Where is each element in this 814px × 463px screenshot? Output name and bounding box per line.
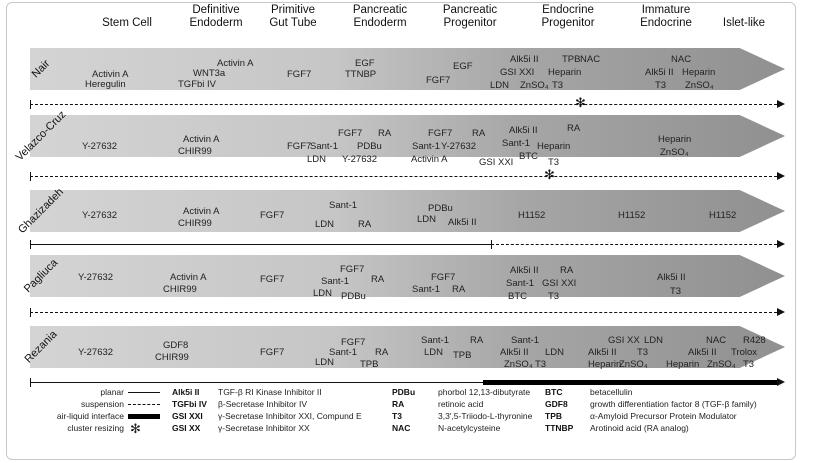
- factor-label: FGF7: [341, 337, 366, 348]
- factor-label: LDN: [644, 335, 664, 346]
- track-tick: [30, 308, 31, 317]
- factor-label: PDBu: [341, 291, 366, 302]
- abbreviation-term: TPB: [545, 411, 562, 421]
- factor-label: Alk5i II: [448, 217, 477, 228]
- legend-swatch-thick: [128, 414, 160, 419]
- factor-label: CHIR99: [178, 146, 212, 157]
- factor-label: TPB: [562, 54, 581, 65]
- protocol-band: [30, 190, 785, 232]
- factor-label: LDN: [313, 288, 333, 299]
- track-tick: [30, 378, 31, 387]
- legend-label: air-liquid interface: [56, 411, 124, 421]
- factor-label: EGF: [453, 61, 473, 72]
- factor-label: Y-27632: [78, 347, 114, 358]
- factor-label: Sant-1: [310, 141, 338, 152]
- factor-label: ZnSO₄: [660, 147, 689, 158]
- factor-label: FGF7: [260, 210, 285, 221]
- timeline-track: [30, 308, 785, 316]
- factor-label: ZnSO₄: [504, 359, 533, 370]
- factor-label: FGF7: [431, 272, 456, 283]
- factor-label: RA: [375, 347, 389, 358]
- abbreviation-definition: betacellulin: [590, 387, 633, 397]
- track-segment-dash: [30, 104, 777, 105]
- protocol-label: [15, 185, 67, 237]
- factor-label: RA: [371, 274, 385, 285]
- factor-label: ZnSO₄: [685, 80, 714, 91]
- legend-swatch-dash: [128, 404, 160, 405]
- factor-label: Heparin: [537, 141, 571, 152]
- abbreviation-definition: α-Amyloid Precursor Protein Modulator: [590, 411, 737, 421]
- factor-label: T3: [637, 347, 649, 358]
- factor-label: ZnSO₄: [707, 359, 736, 370]
- factor-label: WNT3a: [193, 68, 226, 79]
- factor-label: ZnSO₄: [619, 359, 648, 370]
- factor-label: FGF7: [338, 128, 363, 139]
- factor-label: Y-27632: [342, 154, 378, 165]
- factor-label: T3: [535, 359, 547, 370]
- legend-swatch-solid: [128, 392, 160, 393]
- stage-header-line: Pancreatic: [442, 4, 498, 16]
- stage-header-line: Pancreatic: [352, 4, 408, 16]
- factor-label: RA: [452, 284, 466, 295]
- factor-label: T3: [552, 80, 564, 91]
- factor-label: Y-27632: [441, 141, 477, 152]
- factor-label: FGF7: [260, 347, 285, 358]
- factor-label: Trolox: [731, 347, 758, 358]
- factor-label: Activin A: [92, 69, 129, 80]
- factor-label: PDBu: [357, 141, 382, 152]
- factor-label: Sant-1: [502, 138, 530, 149]
- factor-label: Activin A: [217, 58, 254, 69]
- factor-label: BTC: [519, 151, 538, 162]
- factor-label: Sant-1: [329, 200, 357, 211]
- factor-label: TPB: [453, 350, 472, 361]
- stage-header-line: Endocrine: [542, 4, 594, 16]
- protocol-label: [21, 255, 61, 297]
- factor-label: Sant-1: [412, 284, 440, 295]
- factor-label: T3: [743, 359, 755, 370]
- stage-header-line: Progenitor: [443, 17, 497, 29]
- factor-label: Heregulin: [85, 79, 126, 90]
- factor-label: LDN: [315, 357, 335, 368]
- factor-label: GDF8: [163, 340, 189, 351]
- factor-label: NAC: [706, 335, 727, 346]
- factor-label: Alk5i II: [510, 265, 539, 276]
- track-tick: [491, 240, 492, 249]
- factor-label: GSI XXI: [500, 67, 535, 78]
- factor-label: Alk5i II: [500, 347, 529, 358]
- arrow-head-icon: [777, 240, 785, 248]
- factor-label: LDN: [417, 214, 437, 225]
- factor-label: Alk5i II: [645, 67, 674, 78]
- factor-label: Activin A: [411, 154, 448, 165]
- stage-header: [674, 4, 814, 30]
- band-gradient: [30, 190, 785, 232]
- protocol-label: [22, 326, 60, 368]
- abbreviation-definition: N-acetylcysteine: [438, 423, 501, 433]
- factor-label: NAC: [580, 54, 601, 65]
- abbreviation-term: TTNBP: [545, 423, 574, 433]
- factor-label: CHIR99: [163, 284, 197, 295]
- legend-label: planar: [100, 387, 124, 397]
- cluster-resizing-icon: ✻: [544, 167, 555, 182]
- abbreviation-term: GDF8: [545, 399, 568, 409]
- factor-label: T3: [548, 291, 560, 302]
- factor-label: GSI XX: [608, 335, 640, 346]
- timeline-track: [30, 240, 785, 248]
- factor-label: Y-27632: [78, 272, 114, 283]
- legend-label: cluster resizing: [67, 423, 124, 433]
- arrow-head-icon: [777, 378, 785, 386]
- stage-header-line: Primitive: [270, 4, 316, 16]
- factor-label: TGFbi IV: [178, 79, 217, 90]
- factor-label: RA: [560, 265, 574, 276]
- track-segment-solid: [30, 382, 483, 383]
- factor-label: FGF7: [287, 141, 312, 152]
- protocol-name: Rezania: [22, 328, 60, 366]
- factor-label: LDN: [490, 80, 510, 91]
- factor-label: RA: [472, 128, 486, 139]
- factor-label: Alk5i II: [688, 347, 717, 358]
- timeline-track: [30, 378, 785, 386]
- factor-label: FGF7: [428, 128, 453, 139]
- stage-header-line: Endoderm: [353, 17, 407, 29]
- factor-label: Activin A: [183, 206, 220, 217]
- factor-label: Heparin: [548, 67, 582, 78]
- stage-header-line: Definitive: [192, 4, 240, 16]
- factor-label: TPB: [360, 359, 379, 370]
- abbreviation-definition: TGF-β RI Kinase Inhibitor II: [218, 387, 322, 397]
- abbreviation-definition: 3,3',5-Triiodo-L-thyronine: [438, 411, 533, 421]
- factor-label: GSI XXI: [542, 278, 577, 289]
- protocol-name: Pagliuca: [21, 256, 61, 296]
- factor-label: Sant-1: [421, 335, 449, 346]
- factor-label: EGF: [355, 58, 375, 69]
- track-segment-dash: [30, 176, 777, 177]
- legend-swatch-star: ✻: [130, 421, 141, 436]
- stage-header-line: Stem Cell: [102, 17, 152, 29]
- protocol-label: [13, 108, 69, 164]
- factor-label: Y-27632: [82, 141, 118, 152]
- abbreviation-definition: γ-Secretase Inhibitor XX: [218, 423, 310, 433]
- abbreviation-term: NAC: [392, 423, 411, 433]
- arrow-head-icon: [777, 308, 785, 316]
- abbreviation-term: PDBu: [392, 387, 416, 397]
- protocol-band: [30, 48, 785, 90]
- factor-label: FGF7: [260, 274, 285, 285]
- abbreviation-term: GSI XX: [172, 423, 201, 433]
- factor-label: T3: [655, 80, 667, 91]
- factor-label: TTNBP: [345, 69, 377, 80]
- factor-label: RA: [358, 219, 372, 230]
- protocol-label: [26, 48, 56, 90]
- factor-label: LDN: [424, 347, 444, 358]
- stage-header-line: Endocrine: [640, 17, 692, 29]
- factor-label: LDN: [545, 347, 565, 358]
- factor-label: Sant-1: [412, 141, 440, 152]
- cluster-resizing-icon: ✻: [575, 95, 586, 110]
- track-segment-thick: [483, 380, 777, 385]
- factor-label: CHIR99: [155, 352, 189, 363]
- timeline-track: [30, 167, 785, 182]
- factor-label: FGF7: [426, 75, 451, 86]
- factor-label: Heparin: [658, 134, 692, 145]
- stage-header-line: Islet-like: [722, 17, 766, 29]
- factor-label: NAC: [671, 54, 692, 65]
- factor-label: T3: [548, 157, 560, 168]
- track-tick: [30, 100, 31, 109]
- abbreviation-definition: β-Secretase Inhibitor IV: [218, 399, 307, 409]
- track-tick: [30, 172, 31, 181]
- stage-header-line: Progenitor: [541, 17, 595, 29]
- abbreviation-term: TGFbi IV: [172, 399, 207, 409]
- factor-label: H1152: [618, 210, 646, 221]
- factor-label: ZnSO₄: [520, 80, 549, 91]
- abbreviation-term: GSI XXI: [172, 411, 203, 421]
- factor-label: Alk5i II: [657, 272, 686, 283]
- factor-label: Alk5i II: [510, 54, 539, 65]
- factor-label: Sant-1: [511, 335, 539, 346]
- legend-label: suspension: [80, 399, 124, 409]
- protocol-name: Nair: [29, 57, 53, 81]
- factor-label: BTC: [508, 291, 527, 302]
- protocol-band: [30, 255, 785, 302]
- factor-label: FGF7: [287, 69, 312, 80]
- factor-label: T3: [670, 286, 682, 297]
- factor-label: FGF7: [340, 264, 365, 275]
- abbreviation-term: T3: [392, 411, 402, 421]
- protocol-name: Ghazizadeh: [15, 185, 67, 237]
- factor-label: H1152: [709, 210, 737, 221]
- protocol-name: Velazco-Cruz: [13, 108, 69, 164]
- abbreviation-definition: growth differentiation factor 8 (TGF-β family): [590, 399, 757, 409]
- factor-label: R428: [743, 335, 766, 346]
- factor-label: GSI XXI: [479, 157, 514, 168]
- abbreviation-term: RA: [392, 399, 405, 409]
- factor-label: Activin A: [170, 272, 207, 283]
- factor-label: RA: [470, 335, 484, 346]
- arrow-head-icon: [777, 172, 785, 180]
- abbreviation-definition: phorbol 12,13-dibutyrate: [438, 387, 531, 397]
- factor-label: RA: [378, 128, 392, 139]
- stage-header-line: Immature: [641, 4, 691, 16]
- factor-label: H1152: [518, 210, 546, 221]
- abbreviation-definition: γ-Secretase Inhibitor XXI, Compund E: [218, 411, 362, 421]
- factor-label: LDN: [307, 154, 327, 165]
- factor-label: PDBu: [428, 203, 453, 214]
- protocol-band: [30, 115, 785, 168]
- abbreviation-term: BTC: [545, 387, 563, 397]
- factor-label: LDN: [315, 219, 335, 230]
- arrow-head-icon: [777, 100, 785, 108]
- factor-label: Alk5i II: [588, 347, 617, 358]
- abbreviation-definition: Arotinoid acid (RA analog): [590, 423, 689, 433]
- stage-header-line: Endoderm: [189, 17, 243, 29]
- protocol-band: [30, 326, 785, 368]
- factor-label: Y-27632: [82, 210, 118, 221]
- track-segment-solid: [30, 244, 491, 245]
- track-tick: [30, 240, 31, 249]
- factor-label: Sant-1: [329, 347, 357, 358]
- track-segment-dash: [30, 312, 777, 313]
- timeline-track: [30, 95, 785, 110]
- factor-label: Heparin: [682, 67, 716, 78]
- factor-label: Alk5i II: [509, 125, 538, 136]
- factor-label: Sant-1: [506, 278, 534, 289]
- stage-header-line: [674, 4, 814, 17]
- factor-label: Heparin: [588, 359, 622, 370]
- factor-label: Heparin: [666, 359, 700, 370]
- abbreviation-definition: retinoic acid: [438, 399, 484, 409]
- abbreviation-term: Alk5i II: [172, 387, 200, 397]
- factor-label: CHIR99: [178, 218, 212, 229]
- factor-label: RA: [567, 123, 581, 134]
- stage-header-line: Gut Tube: [269, 17, 317, 29]
- factor-label: Sant-1: [321, 276, 349, 287]
- track-segment-dash: [491, 244, 777, 245]
- factor-label: Activin A: [183, 134, 220, 145]
